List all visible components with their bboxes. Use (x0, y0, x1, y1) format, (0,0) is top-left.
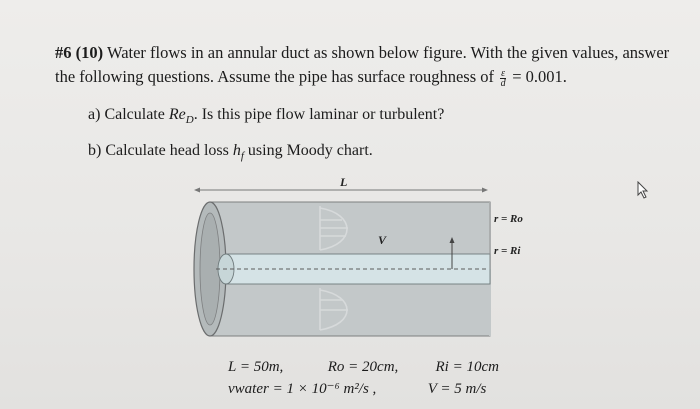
given-row-2 (228, 378, 499, 400)
roughness-value: = 0.001. (512, 67, 567, 86)
roughness-fraction (500, 69, 506, 88)
problem-line-2 (55, 65, 685, 89)
annular-duct-diagram (180, 170, 580, 350)
roughness-numerator: ε (501, 67, 506, 79)
part-a-text: Calculate (104, 106, 165, 123)
problem-statement (55, 41, 685, 89)
roughness-denominator: d (500, 77, 506, 89)
part-b-label: b) (88, 142, 102, 159)
given-viscosity: νwater = 1 × 10⁻⁶ m²/s , (228, 381, 377, 397)
given-row-1 (228, 356, 499, 378)
part-b-text-end: using Moody chart. (247, 142, 373, 159)
inner-pipe (216, 254, 490, 284)
problem-points: (10) (75, 43, 104, 62)
part-a-subscript: D (185, 114, 194, 127)
question-parts (88, 103, 444, 175)
inner-radius-label: r = Ri (494, 245, 521, 257)
part-a-text-end: . Is this pipe flow laminar or turbulent? (193, 106, 445, 123)
mouse-pointer-icon (636, 181, 652, 199)
part-a (88, 103, 444, 139)
length-label: L (340, 175, 348, 189)
given-values (228, 356, 499, 400)
velocity-label: V (378, 233, 387, 247)
given-velocity: V = 5 m/s (427, 381, 487, 397)
part-a-symbol: Re (168, 106, 186, 123)
length-dimension (194, 175, 488, 193)
outer-radius-label: r = Ro (494, 213, 523, 225)
problem-text-2: the following questions. Assume the pipe has surface roughness of (55, 67, 495, 86)
given-inner-radius: Ri = 10cm (435, 359, 499, 375)
given-length: L = 50m, (228, 359, 284, 375)
given-outer-radius: Ro = 20cm, (327, 359, 399, 375)
part-b-subscript: f (240, 150, 244, 163)
problem-line-1 (55, 41, 685, 65)
part-b-symbol: h (232, 142, 241, 159)
part-b-text: Calculate head loss (105, 142, 229, 159)
part-a-label: a) (88, 106, 101, 123)
problem-text-1: Water flows in an annular duct as shown below figure. With the given values, answer (106, 43, 670, 62)
problem-number: #6 (55, 43, 72, 62)
